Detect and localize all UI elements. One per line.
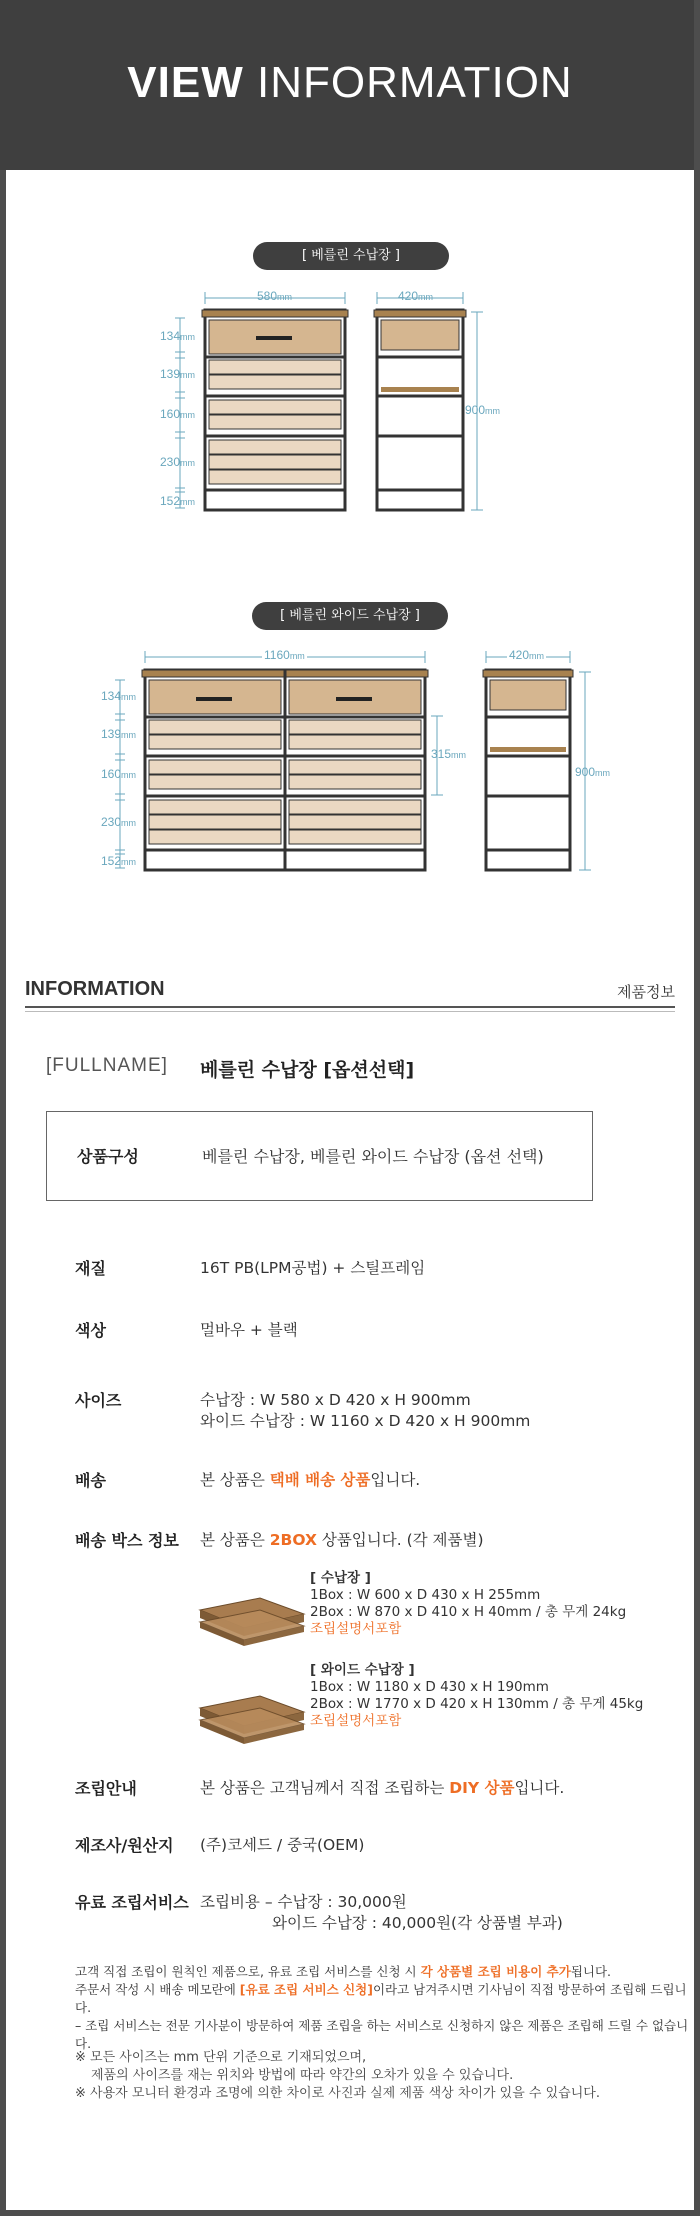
row-label: 152mm [160,494,196,508]
box-info-key: 배송 박스 정보 [75,1531,179,1550]
material-value: 16T PB(LPM공법) + 스틸프레임 [200,1259,426,1277]
color-key: 색상 [75,1321,106,1340]
paid-assembly-value: 와이드 수납장 : 40,000원(각 상품별 부과) [272,1914,563,1932]
composition-box [46,1111,593,1201]
row-label: 160mm [160,407,196,421]
row-label: 134mm [160,329,196,343]
footnotes: ※ 모든 사이즈는 mm 단위 기준으로 기재되었으며, 제품의 사이즈를 재는 위치와 방법에 따라 약간의 오차가 있을 수 있습니다. ※ 사용자 모니터 환경과 조명에 의한 차이로 사진과 실제 제품 색상 차이가 있을 수 있습니다. [75,2050,600,2101]
row-label: 152mm [101,854,137,868]
assembly-value: 본 상품은 고객님께서 직접 조립하는 DIY 상품입니다. [200,1779,565,1797]
paid-assembly-value: 조립비용 – 수납장 : 30,000원 [200,1893,407,1911]
color-value: 멀바우 + 블랙 [200,1321,298,1339]
depth-label: 420mm [398,289,434,303]
assembly-notes: 고객 직접 조립이 원칙인 제품으로, 유료 조립 서비스를 신청 시 각 상품별 조립 비용이 추가됩니다. 주문서 작성 시 배송 메모란에 [유료 조립 서비스 신청]이라고 남겨주시면 기사님이 직접 방문하여 조립해 드립니다. – 조립 서비스는 전문 기사분이 방문하여 제품 조립을 하는 서비스로 신청하지 않은 제품은 조립해 드릴 수 없습니다. [75,1964,689,2051]
fullname-value: 베를린 수납장 [옵션선택] [200,1059,415,1081]
size-value: 와이드 수납장 : W 1160 x D 420 x H 900mm [200,1412,531,1430]
paid-assembly-key: 유료 조립서비스 [75,1893,189,1912]
composition-key: 상품구성 [77,1147,139,1166]
row-label: 160mm [101,767,137,781]
product-label-pill: [ 베를린 와이드 수납장 ] [252,602,448,630]
product-label-pill: [ 베를린 수납장 ] [253,242,449,270]
box-2-desc: [ 와이드 수납장 ] 1Box : W 1180 x D 430 x H 190mm 2Box : W 1770 x D 420 x H 130mm / 총 무게 45kg 조립설명서포함 [310,1662,644,1729]
info-title: INFORMATION [25,978,165,1000]
maker-key: 제조사/원산지 [75,1836,174,1855]
material-key: 재질 [75,1259,106,1278]
row-label: 139mm [101,727,137,741]
size-value: 수납장 : W 580 x D 420 x H 900mm [200,1391,471,1409]
inner-height-label: 315mm [431,747,467,761]
delivery-key: 배송 [75,1471,106,1490]
size-key: 사이즈 [75,1391,122,1410]
width-label: 580mm [257,289,293,303]
row-label: 139mm [160,367,196,381]
assembly-key: 조립안내 [75,1779,137,1798]
bottom-border [0,2210,700,2216]
depth-label: 420mm [509,648,545,662]
hero-title: VIEW INFORMATION [127,58,573,107]
delivery-value: 본 상품은 택배 배송 상품입니다. [200,1471,421,1489]
row-label: 230mm [101,815,137,829]
row-label: 230mm [160,455,196,469]
width-label: 1160mm [264,648,305,662]
box-image [200,1580,305,1760]
fullname-key: [FULLNAME] [46,1055,168,1076]
divider [25,1011,675,1012]
divider [25,1006,675,1008]
row-label: 134mm [101,689,137,703]
composition-value: 베를린 수납장, 베를린 와이드 수납장 (옵션 선택) [202,1147,544,1166]
info-tag: 제품정보 [617,983,675,1001]
height-label: 900mm [575,765,611,779]
height-label: 900mm [465,403,501,417]
maker-value: (주)코세드 / 중국(OEM) [200,1836,365,1854]
box-1-desc: [ 수납장 ] 1Box : W 600 x D 430 x H 255mm 2Box : W 870 x D 410 x H 40mm / 총 무게 24kg 조립설명서포함 [310,1570,627,1637]
box-info-value: 본 상품은 2BOX 상품입니다. (각 제품별) [200,1531,484,1549]
